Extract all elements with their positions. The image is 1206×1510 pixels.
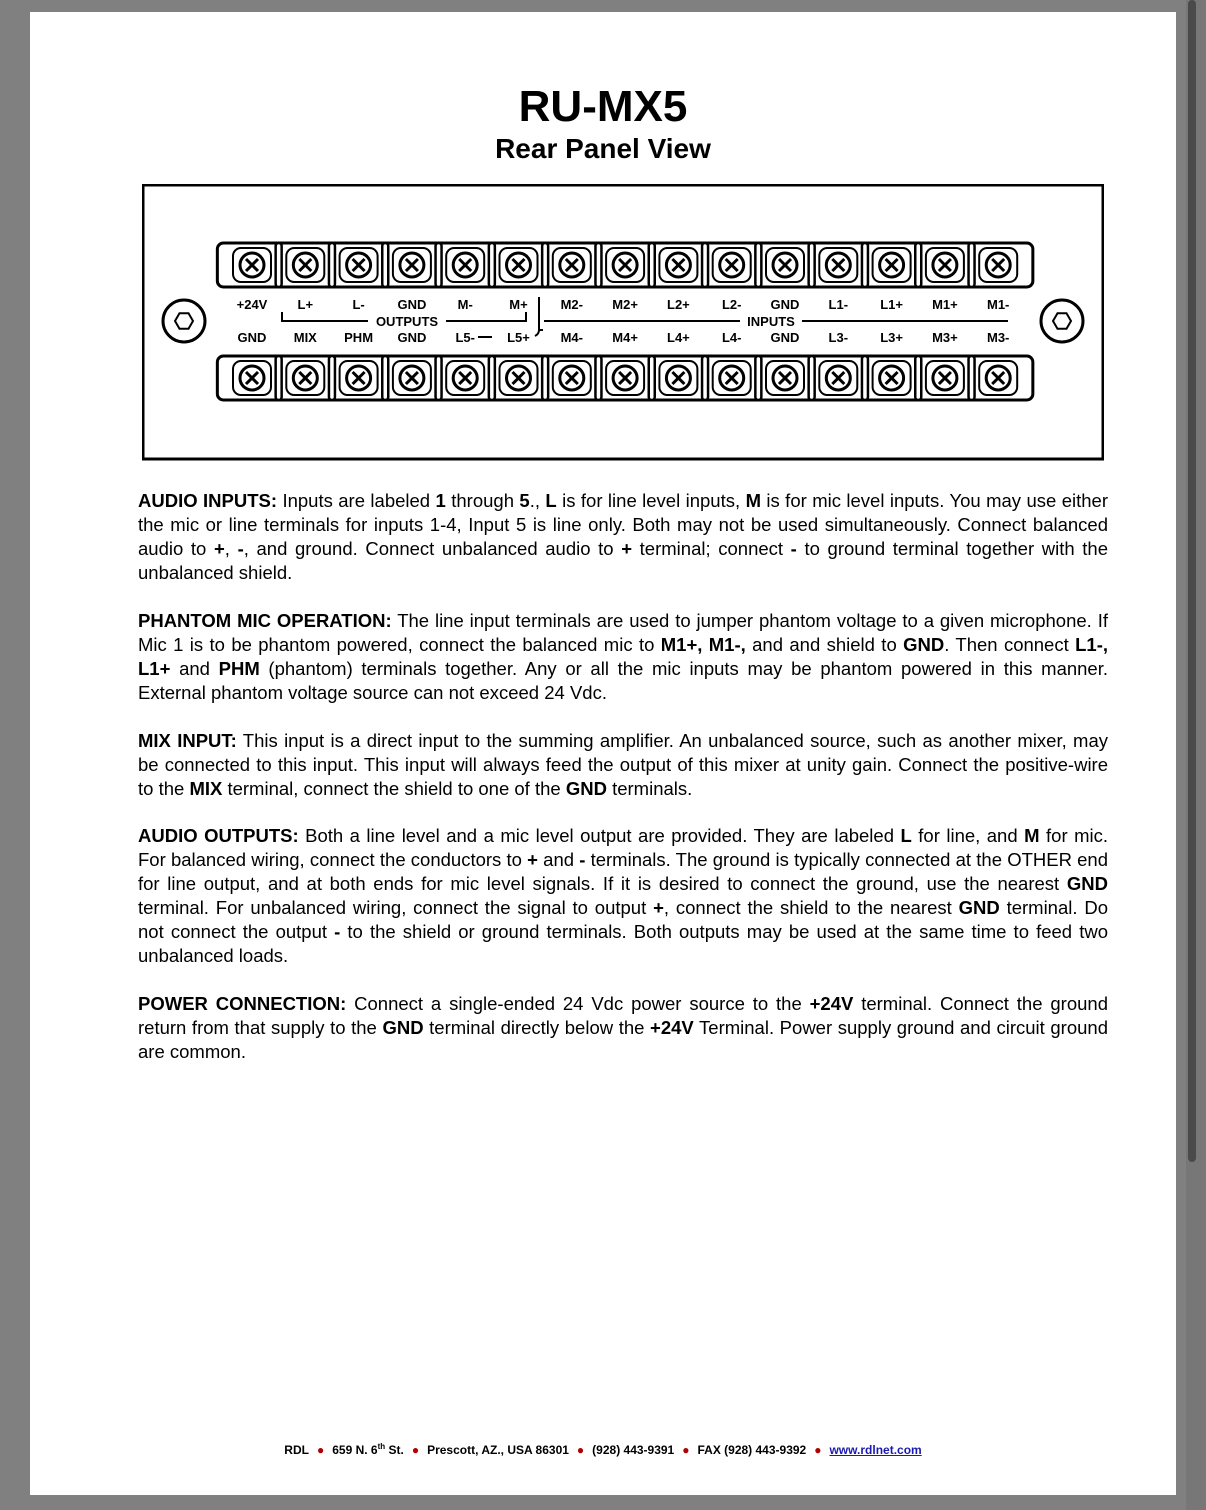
page-subtitle: Rear Panel View <box>495 133 711 164</box>
bottom-terminal-label: GND <box>397 330 427 345</box>
top-terminal-label: M2+ <box>612 297 638 312</box>
bottom-terminal-label: GND <box>237 330 267 345</box>
footer-fax: FAX (928) 443-9392 <box>697 1443 807 1457</box>
bottom-terminal-strip <box>217 356 1033 400</box>
bottom-terminal-label: MIX <box>293 330 317 345</box>
bottom-terminal-label: M3+ <box>932 330 958 345</box>
bottom-terminal-labels <box>238 330 1010 345</box>
bottom-terminal-label: L4+ <box>667 330 690 345</box>
bullet-icon: ● <box>576 1443 585 1457</box>
footer-street: 659 N. 6th St. <box>332 1442 404 1457</box>
power-paragraph: POWER CONNECTION: Connect a single-ended 24 Vdc power source to the +24V terminal. Connect the ground return from that supply to the GND terminal directly below the +24V Terminal. Power supply ground and circuit ground are common. <box>138 993 1108 1062</box>
bullet-icon: ● <box>814 1443 822 1457</box>
document-page <box>30 12 1176 1495</box>
top-terminal-label: L+ <box>297 297 314 312</box>
top-terminal-label: M2- <box>560 297 583 312</box>
top-terminal-label: L- <box>352 297 365 312</box>
top-terminal-labels <box>237 297 1010 312</box>
rear-panel-diagram <box>142 184 1104 462</box>
scrollbar-thumb[interactable] <box>1188 0 1196 1162</box>
bottom-screw-terminal <box>233 361 271 395</box>
footer-city: Prescott, AZ., USA 86301 <box>427 1443 569 1457</box>
bottom-terminal-label: L3- <box>828 330 849 345</box>
bullet-icon: ● <box>316 1443 325 1457</box>
top-terminal-label: GND <box>397 297 427 312</box>
audio-outputs-paragraph: AUDIO OUTPUTS: Both a line level and a mic level output are provided. They are labeled L for line, and M for mic. For balanced wiring, connect the conductors to + and - terminals. The ground is typically connected at the OTHER end for line output, and at both ends for mic level signals. If it is desired to connect the ground, use the nearest GND terminal. For unbalanced wiring, connect the signal to output +, connect the shield to the nearest GND terminal. Do not connect the output - to the shield or ground terminals. Both outputs may be used at the same time to feed two unbalanced loads. <box>138 825 1109 966</box>
bottom-terminal-label: L4- <box>721 330 742 345</box>
website-link[interactable]: www.rdlnet.com <box>829 1443 922 1457</box>
bullet-icon: ● <box>411 1443 420 1457</box>
footer-company: RDL <box>284 1443 309 1457</box>
page-footer <box>30 1442 1176 1457</box>
footer-phone: (928) 443-9391 <box>592 1443 675 1457</box>
top-screw-terminal <box>233 248 271 282</box>
right-mount-hole <box>1041 300 1083 342</box>
outputs-label: OUTPUTS <box>375 314 439 329</box>
left-mount-hole <box>163 300 205 342</box>
bottom-terminal-label: L3+ <box>880 330 903 345</box>
top-terminal-label: GND <box>770 297 800 312</box>
top-terminal-label: M1+ <box>932 297 958 312</box>
top-terminal-label: M- <box>457 297 473 312</box>
inputs-label: INPUTS <box>747 314 795 329</box>
top-terminal-label: L1- <box>828 297 849 312</box>
bottom-terminal-label: M3- <box>987 330 1010 345</box>
top-terminal-label: M+ <box>509 297 528 312</box>
bottom-terminal-label: GND <box>770 330 800 345</box>
bottom-terminal-label: M4+ <box>612 330 638 345</box>
page-title: RU-MX5 <box>518 82 688 131</box>
top-terminal-label: L2+ <box>667 297 690 312</box>
bullet-icon: ● <box>682 1443 690 1457</box>
bottom-terminal-label: M4- <box>560 330 583 345</box>
top-terminal-label: M1- <box>987 297 1010 312</box>
phantom-paragraph: PHANTOM MIC OPERATION: The line input terminals are used to jumper phantom voltage to a given microphone. If Mic 1 is to be phantom powered, connect the balanced mic to M1+, M1-, and and shield to GND. Then connect L1-, L1+ and PHM (phantom) terminals together. Any or all the mic inputs may be phantom powered in this manner. External phantom voltage source can not exceed 24 Vdc. <box>138 610 1109 703</box>
bottom-terminal-label: L5+ <box>507 330 530 345</box>
top-terminal-strip <box>217 243 1033 287</box>
audio-inputs-paragraph: AUDIO INPUTS: Inputs are labeled 1 through 5., L is for line level inputs, M is for mic level inputs. You may use either the mic or line terminals for inputs 1-4, Input 5 is line only. Both may not be used simultaneously. Connect balanced audio to +, -, and ground. Connect unbalanced audio to + terminal; connect - to ground terminal together with the unbalanced shield. <box>138 490 1108 583</box>
top-terminal-label: L2- <box>721 297 742 312</box>
top-terminal-label: L1+ <box>880 297 903 312</box>
mix-input-paragraph: MIX INPUT: This input is a direct input to the summing amplifier. An unbalanced source, such as another mixer, may be connected to this input. This input will always feed the output of this mixer at unity gain. Connect the positive-wire to the MIX terminal, connect the shield to one of the GND terminals. <box>138 730 1109 799</box>
bottom-terminal-label: L5- <box>455 330 475 345</box>
top-terminal-label: +24V <box>236 297 268 312</box>
bottom-terminal-label: PHM <box>344 330 374 345</box>
